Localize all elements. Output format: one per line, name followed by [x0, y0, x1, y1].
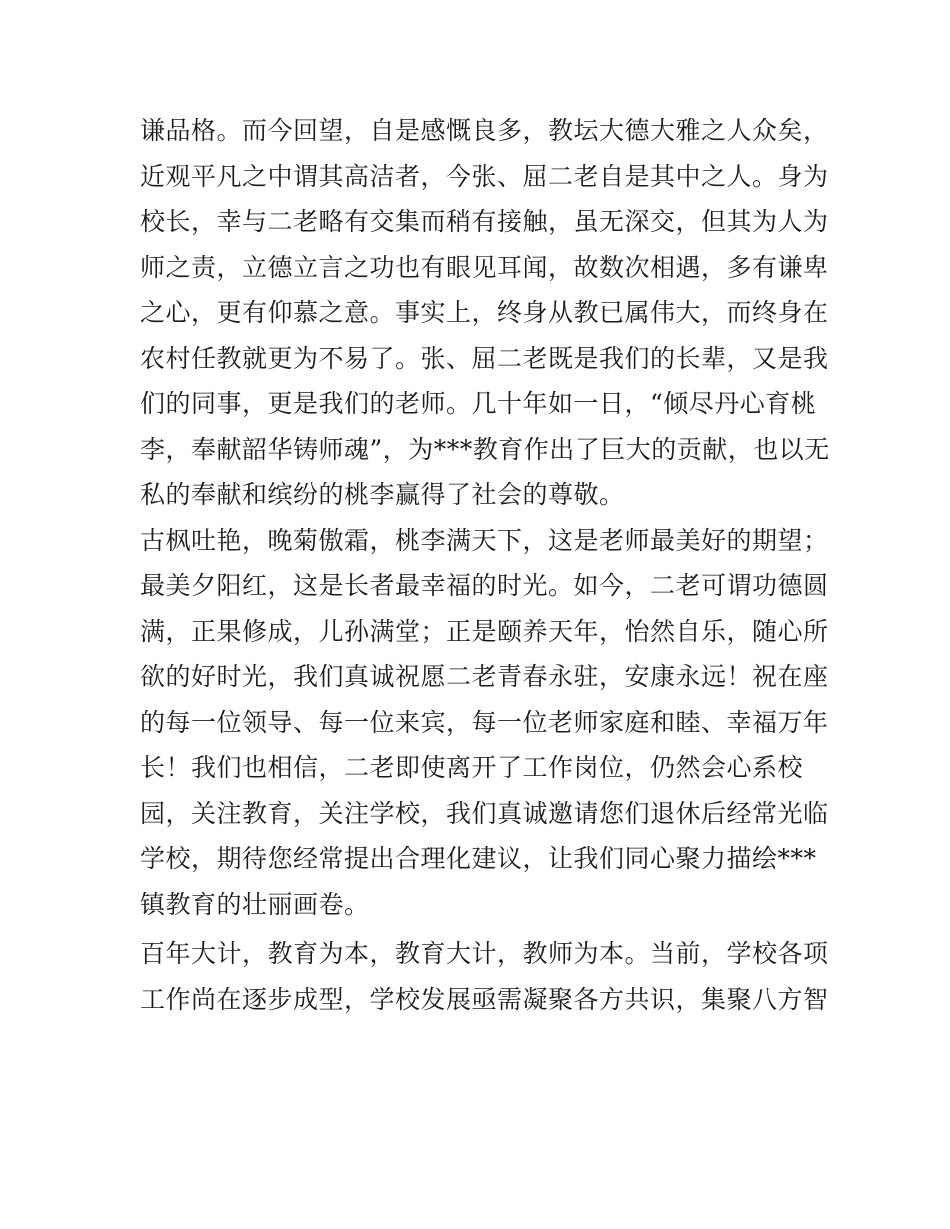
- text-line: 满，正果修成，儿孙满堂；正是颐养天年，怡然自乐，随心所: [140, 616, 829, 646]
- document-body: [140, 108, 830, 1022]
- text-line: 们的同事，更是我们的老师。几十年如一日，“倾尽丹心育桃: [140, 389, 817, 418]
- text-line: 欲的好时光，我们真诚祝愿二老青春永驻，安康永远！祝在座: [140, 662, 829, 691]
- text-line: 私的奉献和缤纷的桃李赢得了社会的尊敬。: [140, 480, 625, 509]
- text-line: 园，关注教育，关注学校，我们真诚邀请您们退休后经常光临: [140, 798, 829, 828]
- text-line: 师之责，立德立言之功也有眼见耳闻，故数次相遇，多有谦卑: [140, 252, 829, 282]
- text-line: 农村任教就更为不易了。张、屈二老既是我们的长辈，又是我: [140, 343, 829, 373]
- text-line: 古枫吐艳，晚菊傲霜，桃李满天下，这是老师最美好的期望；: [140, 525, 829, 555]
- text-line: 之心，更有仰慕之意。事实上，终身从教已属伟大，而终身在: [140, 298, 829, 327]
- text-line: 镇教育的壮丽画卷。: [140, 889, 370, 919]
- text-line: 最美夕阳红，这是长者最幸福的时光。如今，二老可谓功德圆: [140, 571, 829, 600]
- text-line: 工作尚在逐步成型，学校发展亟需凝聚各方共识，集聚八方智: [140, 984, 829, 1014]
- paragraph-2: [140, 518, 829, 928]
- text-line: 长！我们也相信，二老即使离开了工作岗位，仍然会心系校: [140, 753, 804, 782]
- text-line: 学校，期待您经常提出合理化建议，让我们同心聚力描绘***: [140, 844, 817, 873]
- paragraph-1: [140, 108, 830, 518]
- text-line: 百年大计，教育为本，教育大计，教师为本。当前，学校各项: [140, 939, 829, 968]
- paragraph-3: [140, 931, 829, 1022]
- text-line: 谦品格。而今回望，自是感慨良多，教坛大德大雅之人众矣，: [140, 116, 829, 145]
- text-line: 校长，幸与二老略有交集而稍有接触，虽无深交，但其为人为: [140, 207, 829, 236]
- text-line: 的每一位领导、每一位来宾，每一位老师家庭和睦、幸福万年: [140, 707, 829, 737]
- text-line: 近观平凡之中谓其高洁者，今张、屈二老自是其中之人。身为: [140, 161, 829, 191]
- text-line: 李，奉献韶华铸师魂”，为***教育作出了巨大的贡献，也以无: [140, 434, 830, 464]
